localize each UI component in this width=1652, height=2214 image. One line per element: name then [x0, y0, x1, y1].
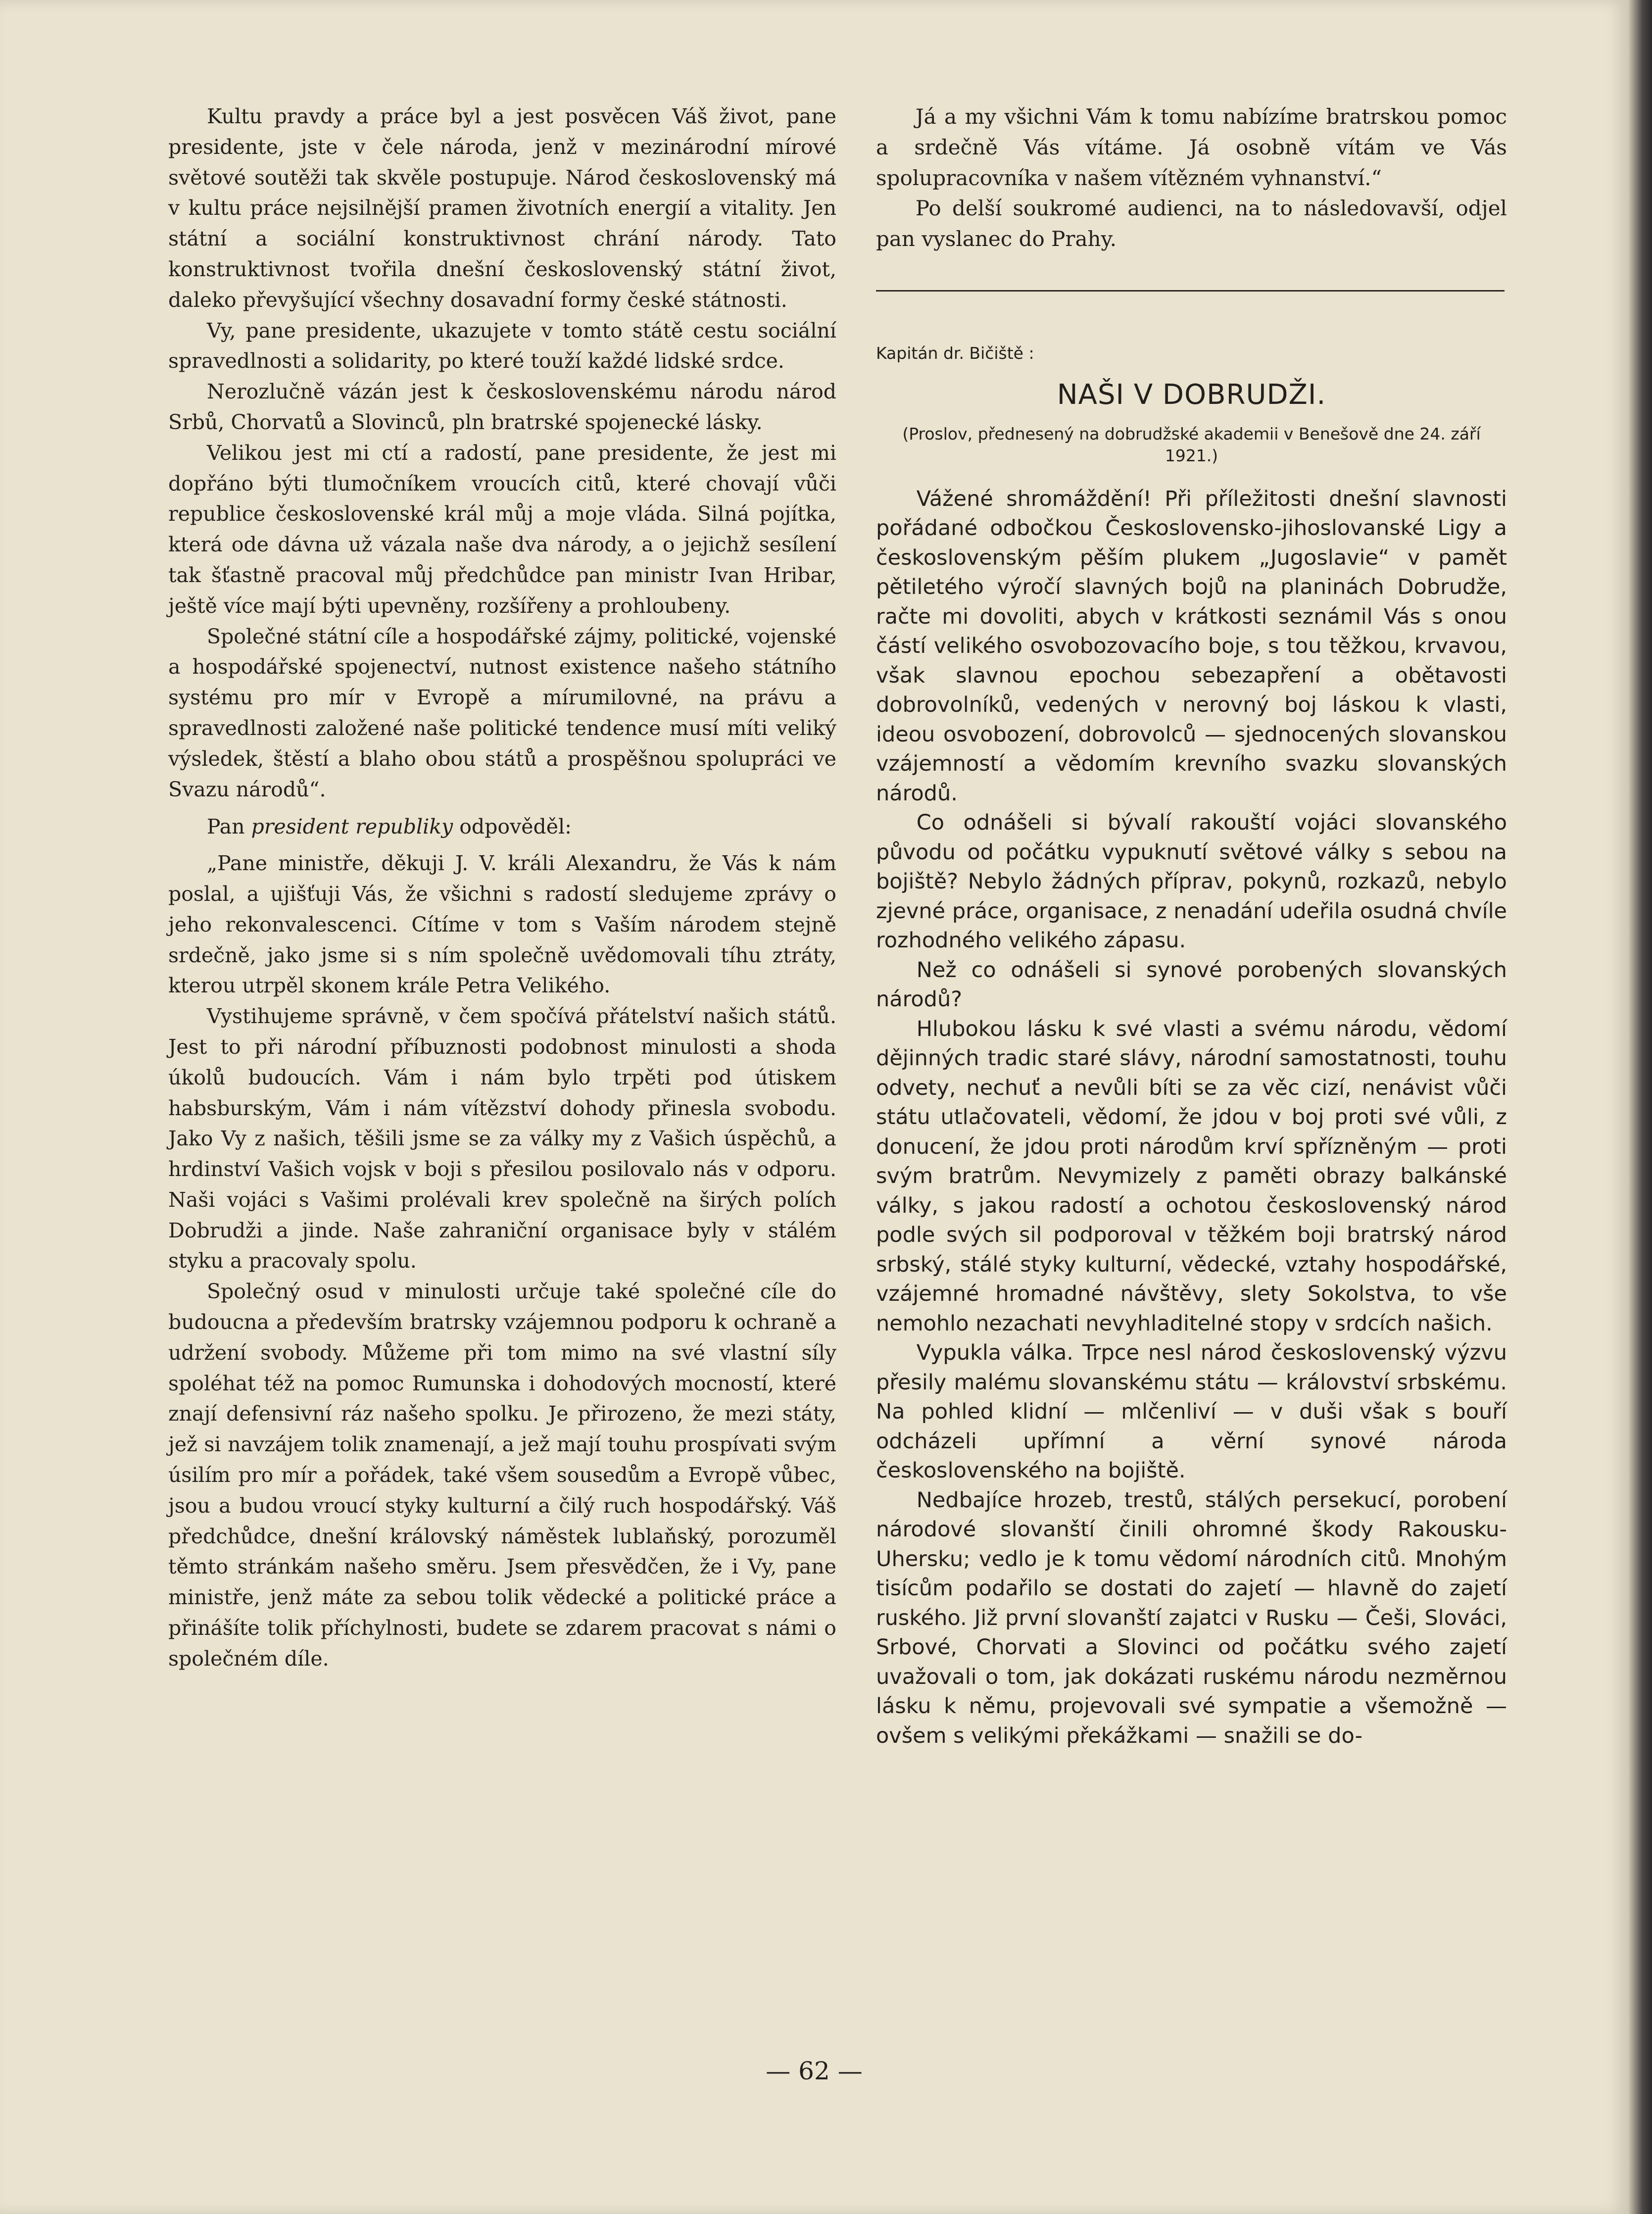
article-byline: Kapitán dr. Bičiště : [876, 343, 1034, 363]
paragraph: Kultu pravdy a práce byl a jest posvěcen Váš život, pane presidente, jste v čele národa, jenž v mezinárodní mírové světové soutěži tak skvěle postupuje. Národ československý má v kultu práce nejsilnější pramen životních energií a vitality. Jen státní a sociální konstruktivnost chrání národy. Tato konstruktivnost tvořila dnešní československý státní život, daleko převyšující všechny dosavadní formy české státnosti. [168, 104, 836, 312]
paragraph: Já a my všichni Vám k tomu nabízíme bratrskou pomoc a srdečně Vás vítáme. Já osobně vítám ve Vás spolupracovníka v našem vítězném vyhnanství.“ [876, 104, 1507, 190]
left-column [168, 101, 836, 1674]
section-divider [876, 290, 1505, 292]
paragraph: Nedbajíce hrozeb, trestů, stálých persekucí, porobení národové slovanští činili ohromné škody Rakousku-Uhersku; vedlo je k tomu vědomí národních citů. Mnohým tisícům podařilo se dostati do zajetí — hlavně do zajetí ruského. Již první slovanští zajatci v Rusku — Češi, Slováci, Srbové, Chorvati a Slovinci od počátku svého zajetí uvažovali o tom, jak dokázati ruskému národu nezměrnou lásku k němu, projevovali své sympatie a všemožně — ovšem s velikými překážkami — snažili se do- [876, 1487, 1507, 1748]
paragraph: Co odnášeli si bývalí rakouští vojáci slovanského původu od počátku vypuknutí světové války s sebou na bojiště? Nebylo žádných příprav, pokynů, rozkazů, nebylo zjevné práce, organisace, z nenadání udeřila osudná chvíle rozhodného velikého zápasu. [876, 810, 1507, 953]
speaker-prefix: Pan [206, 815, 251, 839]
paragraph: Vy, pane presidente, ukazujete v tomto státě cestu sociální spravedlnosti a solidarity, po které touží každé lidské srdce. [168, 318, 836, 373]
page-number: — 62 — [766, 2057, 863, 2085]
paragraph: Než co odnášeli si synové porobených slovanských národů? [876, 957, 1507, 1012]
paragraph: Vystihujeme správně, v čem spočívá přátelství našich států. Jest to při národní příbuznosti podobnost minulosti a shoda úkolů budoucích. Vám i nám bylo trpěti pod útiskem habsburským, Vám i nám vítězství dohody přinesla svobodu. Jako Vy z našich, těšili jsme se za války my z Vašich úspěchů, a hrdinství Vašich vojsk v boji s přesilou posilovalo nás v odporu. Naši vojáci s Vašimi prolévali krev společně na širých polích Dobrudži a jinde. Naše zahraniční organisace byly v stálém styku a pracovaly spolu. [168, 1004, 836, 1273]
paragraph: Velikou jest mi ctí a radostí, pane presidente, že jest mi dopřáno býti tlumočníkem vroucích citů, které chovají vůči republice československé král můj a moje vláda. Silná pojítka, která ode dávna už vázala naše dva národy, a o jejichž sesílení tak šťastně pracoval můj předchůdce pan ministr Ivan Hribar, ještě více mají býti upevněny, rozšířeny a prohloubeny. [168, 441, 836, 618]
paragraph: Po delší soukromé audienci, na to následovavší, odjel pan vyslanec do Prahy. [876, 196, 1507, 251]
paragraph: Vážené shromáždění! Při příležitosti dnešní slavnosti pořádané odbočkou Československo-jihoslovanské Ligy a československým pěším plukem „Jugoslavie“ v pamět pětiletého výročí slavných bojů na planinách Dobrudže, račte mi dovoliti, abych v krátkosti seznámil Vás s onou částí velikého osvobozovacího boje, s tou těžkou, krvavou, však slavnou epochou sebezapření a obětavosti dobrovolníků, vedených v nerovný boj láskou k vlasti, ideou osvobození, dobrovolců — sjednocených slovanskou vzájemností a vědomím krevního svazku slovanských národů. [876, 486, 1507, 806]
speaker-italic: president republiky [251, 815, 453, 839]
paragraph: Nerozlučně vázán jest k československému národu národ Srbů, Chorvatů a Slovinců, pln bratrské spojenecké lásky. [168, 380, 836, 434]
article-subheading: (Proslov, přednesený na dobrudžské akademii v Benešově dne 24. září 1921.) [902, 424, 1481, 465]
paragraph: „Pane ministře, děkuji J. V. králi Alexandru, že Vás k nám poslal, a ujišťuji Vás, že všichni s radostí sledujeme zprávy o jeho rekonvalescenci. Cítíme v tom s Vaším národem stejně srdečně, jako jsme si s ním společně uvědomovali tíhu ztráty, kterou utrpěl skonem krále Petra Velikého. [168, 851, 836, 998]
article-heading: NAŠI V DOBRUDŽI. [1057, 378, 1326, 411]
paragraph: Hlubokou lásku k své vlasti a svému národu, vědomí dějinných tradic staré slávy, národní samostatnosti, touhu odvety, nechuť a nevůli bíti se za věc cizí, nenávist vůči státu utlačovateli, vědomí, že jdou v boj proti své vůli, z donucení, že jdou proti národům krví spřízněným — proti svým bratrům. Nevymizely z paměti obrazy balkánské války, s jakou radostí a ochotou československý národ podle svých sil podporoval v těžkém boji bratrský národ srbský, stálé styky kulturní, vědecké, vztahy hospodářské, vzájemné hromadné návštěvy, slety Sokolstva, to vše nemohlo nezachati nevyhladitelné stopy v srdcích našich. [876, 1016, 1507, 1336]
page-edge [1628, 0, 1652, 2214]
speaker-suffix: odpověděl: [453, 815, 572, 839]
speaker-line [168, 812, 836, 842]
paragraph: Společné státní cíle a hospodářské zájmy, politické, vojenské a hospodářské spojenectví, nutnost existence našeho státního systému pro mír v Evropě a mírumilovné, na právu a spravedlnosti založené naše politické tendence musí míti veliký výsledek, štěstí a blaho obou států a prospěšnou spolupráci ve Svazu národů“. [168, 624, 836, 801]
paragraph: Vypukla válka. Trpce nesl národ československý výzvu přesily malému slovanskému státu — království srbskému. Na pohled klidní — mlčenliví — v duši však s bouří odcházeli upřímní a věrní synové národa československého na bojiště. [876, 1340, 1507, 1483]
right-column [876, 101, 1507, 1751]
paragraph: Společný osud v minulosti určuje také společné cíle do budoucna a především bratrsky vzájemnou podporu k ochraně a udržení svobody. Můžeme při tom mimo na své vlastní síly spoléhat též na pomoc Rumunska i dohodových mocností, které znají defensivní ráz našeho spolku. Je přirozeno, že mezi státy, jež si navzájem tolik znamenají, a jež mají touhu prospívati svým úsilím pro mír a pořádek, také všem sousedům a Evropě vůbec, jsou a budou vroucí styky kulturní a čilý ruch hospodářský. Váš předchůdce, dnešní královský náměstek lublaňský, porozuměl těmto stránkám našeho směru. Jsem přesvědčen, že i Vy, pane ministře, jenž máte za sebou tolik vědecké a politické práce a přinášíte tolik příchylnosti, budete se zdarem pracovat s námi o společném díle. [168, 1279, 836, 1671]
